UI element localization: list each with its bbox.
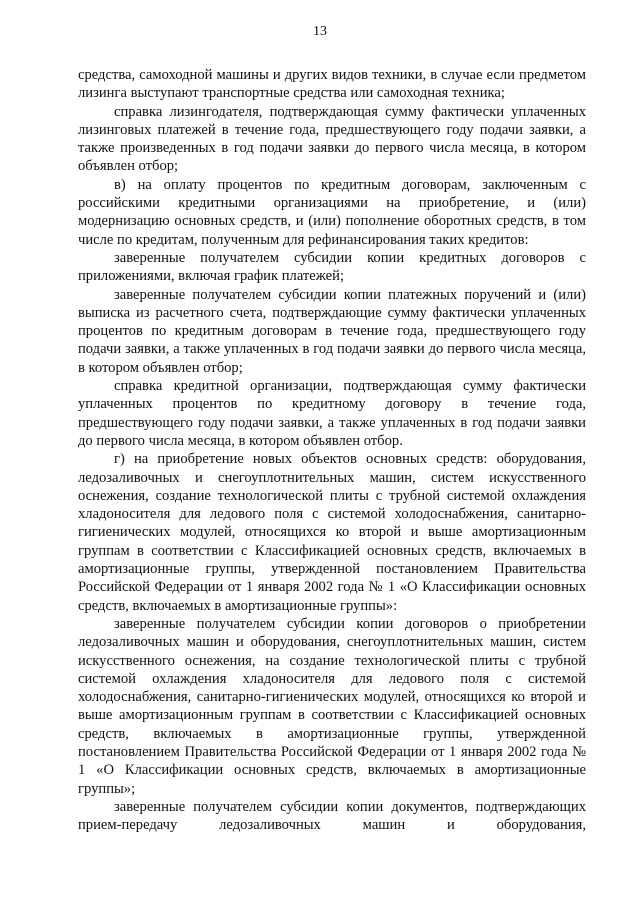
- paragraph: заверенные получателем субсидии копии платежных поручений и (или) выписка из расчетного счета, подтверждающие сумму фактически уплаченных процентов по кредитным договорам в течение года, предшествующего году подачи заявки, а также уплаченных в год подачи заявки до первого числа месяца, в котором объявлен отбор;: [78, 286, 586, 376]
- paragraph: справка лизингодателя, подтверждающая сумму фактически уплаченных лизинговых платежей в течение года, предшествующего году подачи заявки, а также произведенных в год подачи заявки до первого числа месяца, в котором объявлен отбор;: [78, 103, 586, 175]
- paragraph: средства, самоходной машины и других видов техники, в случае если предметом лизинга выступают транспортные средства или самоходная техника;: [78, 67, 586, 102]
- paragraph: заверенные получателем субсидии копии договоров о приобретении ледозаливочных машин и оборудования, снегоуплотнительных машин, систем искусственного оснежения, на создание технологической плиты с трубной системой охлаждения хладоносителя для ледового поля с системой холодоснабжения, санитарно-гигиенических модулей, относящихся ко второй и выше амортизационным группам в соответствии с Классификацией основных средств, включаемых в амортизационные группы, утвержденной постановлением Правительства Российской Федерации от 1 января 2002 года № 1 «О Классификации основных средств, включаемых в амортизационные группы»;: [78, 615, 586, 797]
- paragraph: справка кредитной организации, подтверждающая сумму фактически уплаченных процентов по кредитному договору в течение года, предшествующего году подачи заявки, а также уплаченных в год подачи заявки до первого числа месяца, в котором объявлен отбор.: [78, 378, 586, 449]
- paragraph: в) на оплату процентов по кредитным договорам, заключенным с российскими кредитными организациями на приобретение, и (или) модернизацию основных средств, и (или) пополнение оборотных средств, в том числе по кредитам, полученным для рефинансирования таких кредитов:: [78, 176, 586, 248]
- document-body: [78, 66, 586, 834]
- paragraph: заверенные получателем субсидии копии кредитных договоров с приложениями, включая график платежей;: [78, 249, 586, 285]
- paragraph: г) на приобретение новых объектов основных средств: оборудования, ледозаливочных и снегоуплотнительных машин, систем искусственного оснежения, создание технологической плиты с трубной системой охлаждения хладоносителя для ледового поля с системой холодоснабжения, санитарно-гигиенических модулей, относящихся ко второй и выше амортизационным группам в соответствии с Классификацией основных средств, включаемых в амортизационные группы, утвержденной постановлением Правительства Российской Федерации от 1 января 2002 года № 1 «О Классификации основных средств, включаемых в амортизационные группы»:: [78, 451, 586, 614]
- paragraph: заверенные получателем субсидии копии документов, подтверждающих прием-передачу ледозаливочных машин и оборудования,: [78, 798, 586, 834]
- page-number: 13: [313, 24, 327, 39]
